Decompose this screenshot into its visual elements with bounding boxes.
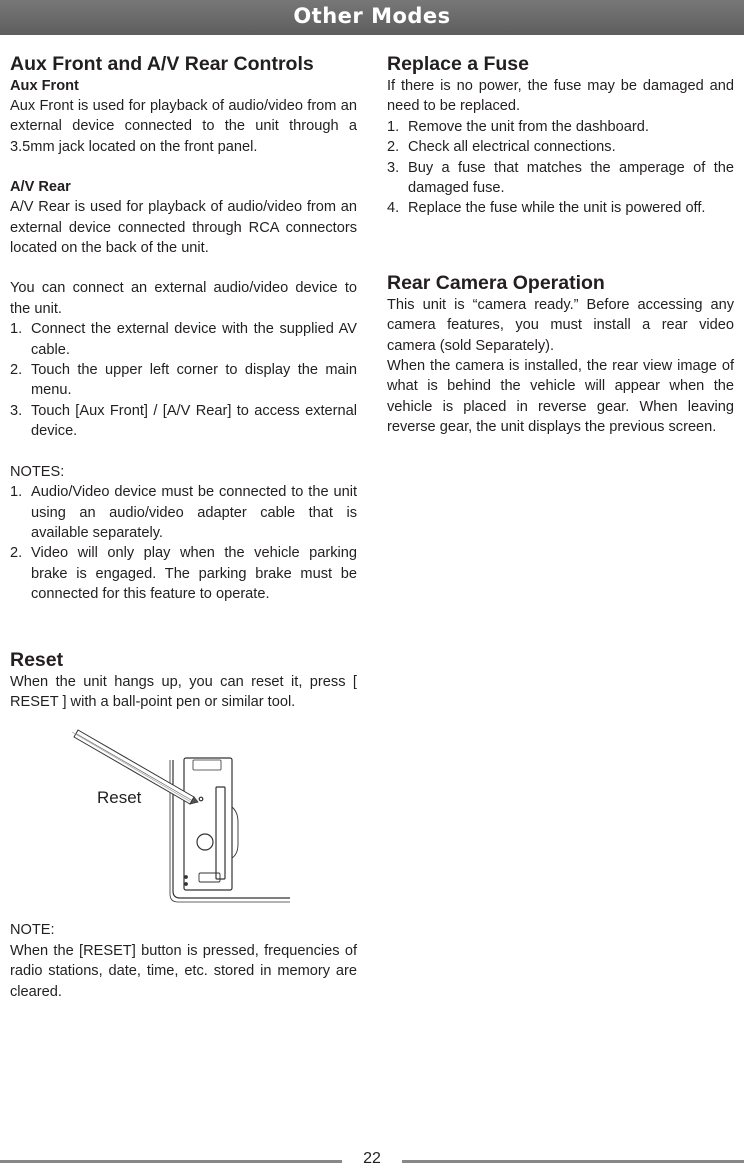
av-rear-text: A/V Rear is used for playback of audio/video from an external device connected through RCA connectors located on the back of the unit. [10, 199, 357, 257]
right-column [387, 52, 734, 438]
fuse-section-heading: Replace a Fuse [387, 53, 529, 75]
camera-section-heading: Rear Camera Operation [387, 271, 605, 294]
list-item: 2. Touch the upper left corner to display the main menu. [10, 362, 357, 399]
head-unit-illustration [170, 758, 290, 902]
camera-text-1: This unit is “camera ready.” Before accessing any camera features, you must install a rear video camera (sold Separately). [387, 296, 734, 354]
aux-front-subheading: Aux Front [10, 78, 79, 94]
notes-list [10, 482, 357, 604]
list-item: 3. Buy a fuse that matches the amperage of the damaged fuse. [387, 159, 734, 197]
list-item: 2. Check all electrical connections. [387, 139, 616, 156]
camera-text-2: When the camera is installed, the rear view image of what is behind the vehicle will appear when the vehicle is placed in reverse gear. When leaving reverse gear, the unit displays the previous screen. [387, 358, 734, 436]
list-item: 1. Connect the external device with the supplied AV cable. [10, 321, 357, 358]
list-item: 3. Touch [Aux Front] / [A/V Rear] to access external device. [10, 402, 357, 440]
reset-note-text: When the [RESET] button is pressed, frequencies of radio stations, date, time, etc. stored in memory are cleared. [10, 942, 357, 1000]
connect-steps-list [10, 319, 357, 441]
reset-section-heading: Reset [10, 648, 64, 671]
reset-figure [10, 712, 357, 920]
list-item: 1. Audio/Video device must be connected to the unit using an audio/video adapter cable that is available separately. [10, 484, 357, 541]
list-item: 2. Video will only play when the vehicle parking brake is engaged. The parking brake must be connected for this feature to operate. [10, 545, 357, 603]
reset-figure-label: Reset [97, 788, 142, 808]
page-header [0, 0, 744, 35]
aux-front-text: Aux Front is used for playback of audio/video from an external device connected to the unit through a 3.5mm jack located on the front panel. [10, 98, 357, 155]
page-number: 22 [363, 1150, 381, 1167]
list-item: 4. Replace the fuse while the unit is powered off. [387, 200, 706, 217]
reset-note-label: NOTE: [10, 922, 55, 939]
notes-label: NOTES: [10, 463, 65, 480]
list-item: 1. Remove the unit from the dashboard. [387, 118, 649, 135]
connect-intro: You can connect an external audio/video device to the unit. [10, 280, 357, 317]
page-footer [0, 1150, 744, 1168]
reset-hole-icon [199, 798, 203, 802]
fuse-intro: If there is no power, the fuse may be damaged and need to be replaced. [387, 78, 734, 115]
footer-rule-right [402, 1160, 744, 1163]
page-title: Other Modes [293, 4, 451, 28]
left-column [10, 52, 357, 1002]
fuse-steps-list [387, 117, 734, 219]
reset-text: When the unit hangs up, you can reset it, press [ RESET ] with a ball-point pen or similar tool. [10, 673, 357, 710]
aux-section-heading: Aux Front and A/V Rear Controls [10, 53, 314, 75]
av-rear-subheading: A/V Rear [10, 179, 71, 196]
footer-rule-left [0, 1160, 342, 1163]
